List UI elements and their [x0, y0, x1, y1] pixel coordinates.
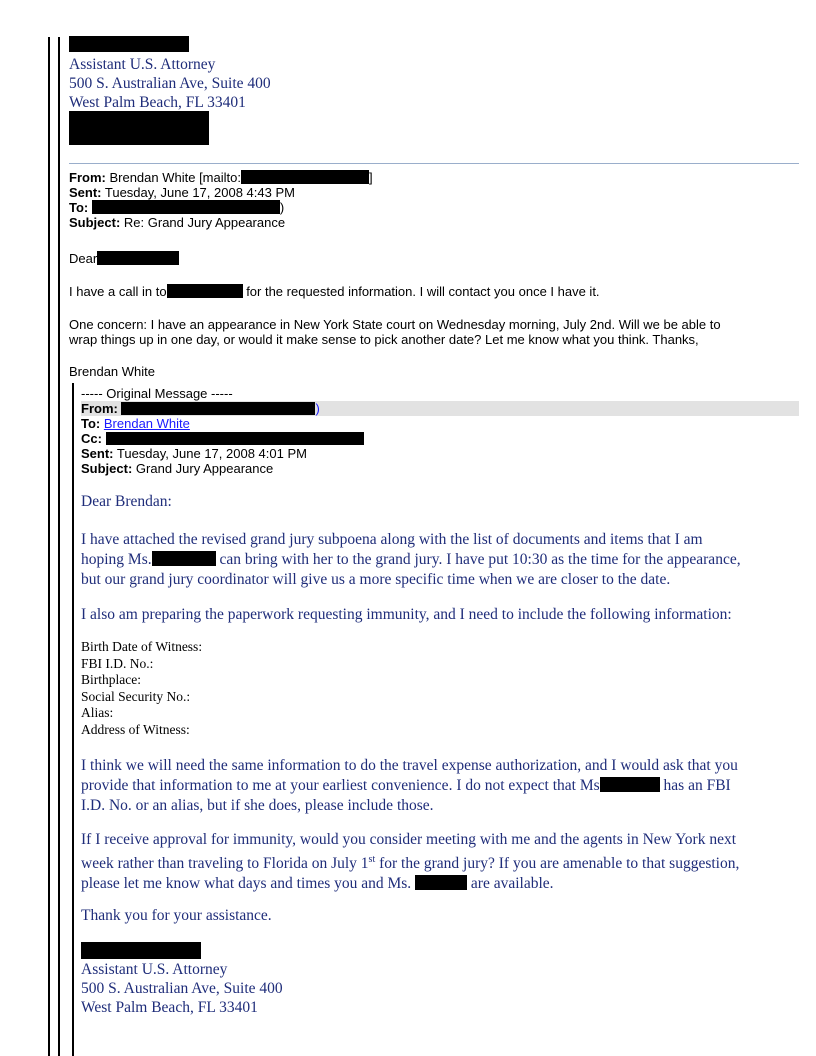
signature-address-line1: 500 S. Australian Ave, Suite 400: [69, 75, 271, 92]
original-paragraph-2: I also am preparing the paperwork requesting immunity, and I need to include the following information:: [81, 606, 732, 623]
p1-line1: I have attached the revised grand jury subpoena along with the list of documents and items that I am: [81, 531, 703, 548]
header-separator: [69, 163, 799, 164]
subject-value: Grand Jury Appearance: [135, 461, 274, 476]
redaction: [81, 942, 201, 959]
para1-end: for the requested information. I will contact you once I have it.: [246, 284, 600, 299]
witness-fields-list: [81, 639, 202, 738]
signature-title: Assistant U.S. Attorney: [81, 961, 228, 978]
subject-label: Subject:: [69, 215, 121, 230]
quote-bar-middle: [58, 37, 60, 1056]
p4-line2: [81, 850, 796, 874]
signature-address-line2: West Palm Beach, FL 33401: [81, 999, 258, 1016]
p4-line2-start: week rather than traveling to Florida on July 1: [81, 855, 369, 873]
to-label: To:: [69, 200, 89, 215]
original-message-divider: ----- Original Message -----: [81, 386, 233, 401]
redaction: [121, 402, 315, 415]
para2-line1: One concern: I have an appearance in New York State court on Wednesday morning, July 2nd. Will we be able to: [69, 317, 721, 332]
redaction: [241, 170, 369, 184]
p1-line2: [81, 550, 791, 570]
redaction: [415, 875, 467, 890]
original-header: [81, 386, 799, 476]
signature-top: [69, 36, 271, 112]
p1-line2-end: can bring with her to the grand jury. I have put 10:30 as the time for the appearance,: [219, 551, 741, 568]
sent-label: Sent:: [81, 446, 114, 461]
from-value: Brendan White [mailto:: [109, 170, 241, 185]
p1-line3: but our grand jury coordinator will give us a more specific time when we are closer to the date.: [81, 571, 671, 588]
quote-bar-inner: [72, 383, 74, 1056]
p3-line2-start: provide that information to me at your earliest convenience. I do not expect that Ms: [81, 777, 600, 794]
field-birthplace: Birthplace:: [81, 672, 141, 687]
p4-line3: [81, 874, 796, 894]
original-thanks: Thank you for your assistance.: [81, 907, 272, 924]
p1-line2-start: hoping Ms.: [81, 551, 152, 568]
p4-line1: If I receive approval for immunity, would you consider meeting with me and the agents in New York next: [81, 831, 737, 848]
para1-start: I have a call in to: [69, 284, 167, 299]
reply-header: [69, 170, 789, 230]
signature-address-line1: 500 S. Australian Ave, Suite 400: [81, 980, 283, 997]
reply-greeting: [69, 251, 179, 266]
to-recipient-link[interactable]: Brendan White: [103, 416, 190, 431]
sent-value: Tuesday, June 17, 2008 4:43 PM: [104, 185, 295, 200]
para2-line2: wrap things up in one day, or would it make sense to pick another date? Let me know what you think. Thanks,: [69, 332, 699, 347]
original-paragraph-4: [81, 830, 796, 894]
from-label: From:: [69, 170, 106, 185]
redaction: [152, 551, 216, 566]
original-from-row: [81, 401, 799, 416]
field-address: Address of Witness:: [81, 721, 190, 737]
to-label: To:: [81, 416, 101, 431]
subject-label: Subject:: [81, 461, 133, 476]
original-paragraph-1: [81, 530, 791, 590]
original-greeting: Dear Brendan:: [81, 493, 172, 510]
subject-value: Re: Grand Jury Appearance: [123, 215, 286, 230]
redaction: [92, 200, 280, 214]
p4-line3-end: are available.: [470, 875, 554, 893]
original-paragraph-3: [81, 756, 796, 816]
quote-bar-outer: [48, 37, 50, 1056]
from-suffix: ): [315, 401, 320, 416]
p3-line2: [81, 776, 796, 796]
signature-bottom: [81, 960, 283, 1017]
signature-address-line2: West Palm Beach, FL 33401: [69, 94, 246, 111]
reply-sign-name: Brendan White: [69, 364, 155, 379]
field-ssn: Social Security No.:: [81, 688, 191, 704]
cc-label: Cc:: [81, 431, 102, 446]
p4-line3-start: please let me know what days and times you and Ms.: [81, 875, 412, 893]
sent-label: Sent:: [69, 185, 102, 200]
redaction: [167, 284, 243, 298]
redaction: [106, 432, 364, 445]
from-suffix: ]: [368, 170, 373, 185]
field-alias: Alias:: [81, 705, 114, 720]
reply-paragraph-1: [69, 284, 600, 299]
p3-line1: I think we will need the same information to do the travel expense authorization, and I would ask that you: [81, 757, 738, 774]
redaction: [600, 777, 660, 792]
p4-line2-end: for the grand jury? If you are amenable to that suggestion,: [375, 855, 740, 873]
p3-line2-end: has an FBI: [663, 777, 731, 794]
p3-line3: I.D. No. or an alias, but if she does, please include those.: [81, 797, 434, 814]
redaction: [69, 111, 209, 145]
field-birth-date: Birth Date of Witness:: [81, 639, 203, 654]
reply-paragraph-2: [69, 317, 809, 347]
ordinal-superscript: st: [368, 854, 376, 865]
greeting-text: Dear: [69, 251, 98, 266]
to-suffix: ): [279, 200, 285, 215]
redaction: [97, 251, 179, 265]
sent-value: Tuesday, June 17, 2008 4:01 PM: [116, 446, 307, 461]
from-label: From:: [81, 401, 118, 416]
field-fbi-id: FBI I.D. No.:: [81, 655, 154, 671]
redaction: [69, 36, 189, 52]
signature-title: Assistant U.S. Attorney: [69, 56, 216, 73]
